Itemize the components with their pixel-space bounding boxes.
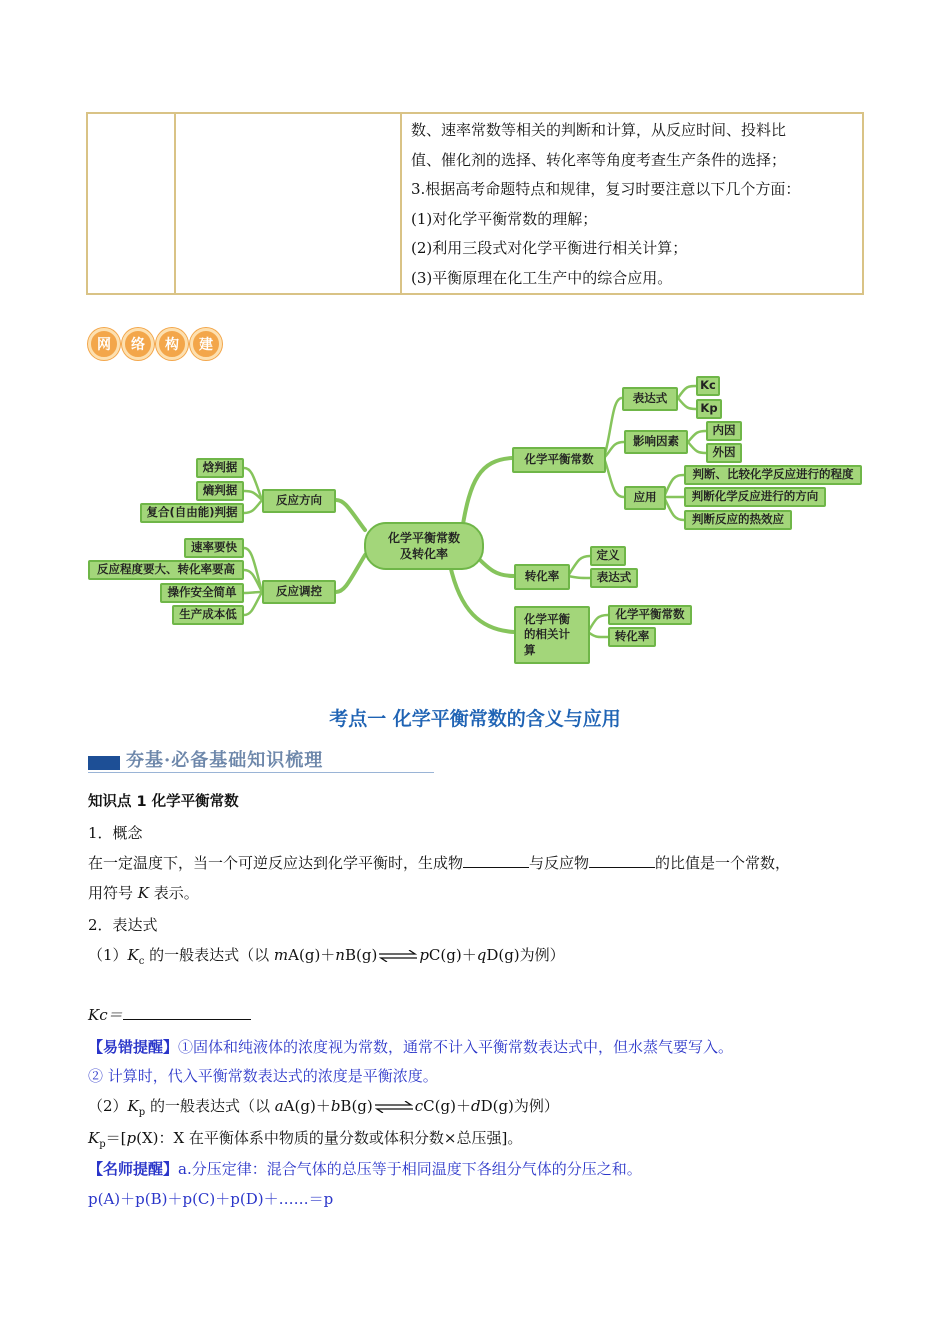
text: 的一般表达式（以 xyxy=(145,1097,275,1115)
node-factors: 影响因素 xyxy=(624,430,688,454)
node-external: 外因 xyxy=(706,443,742,463)
node-equilibrium-constant: 化学平衡常数 xyxy=(512,447,606,473)
section-heading: 考点一 化学平衡常数的含义与应用 xyxy=(329,708,621,730)
kc-label: Kc＝ xyxy=(88,1006,123,1024)
expression-title: 2．表达式 xyxy=(88,916,158,934)
banner-text: 夯基·必备基础知识梳理 xyxy=(126,750,324,771)
node-calc-constant: 化学平衡常数 xyxy=(608,605,692,625)
kp-general-line xyxy=(88,1095,559,1118)
tip-tag: 【易错提醒】 xyxy=(88,1038,179,1056)
concept-line-2 xyxy=(88,882,199,903)
badge-char: 建 xyxy=(190,328,222,360)
requirements-table xyxy=(86,112,864,295)
tip-teacher xyxy=(88,1158,642,1179)
text: A(g)＋ xyxy=(288,946,336,964)
text: D(g)为例） xyxy=(480,1097,559,1115)
coef: n xyxy=(335,946,345,964)
tip-text: ①固体和纯液体的浓度视为常数，通常不计入平衡常数表达式中，但水蒸气要写入。 xyxy=(178,1038,734,1056)
node-application: 应用 xyxy=(624,486,666,510)
subscript: p xyxy=(138,1107,146,1118)
node-expression: 表达式 xyxy=(622,387,678,411)
text: C(g)＋ xyxy=(428,946,477,964)
table-cell-1 xyxy=(88,114,176,293)
node-rate: 速率要快 xyxy=(184,538,244,558)
knowledge-point-title: 知识点 1 化学平衡常数 xyxy=(88,794,239,810)
banner-line xyxy=(88,772,434,773)
mind-map-center: 化学平衡常数 及转化率 xyxy=(364,522,484,570)
node-safety: 操作安全简单 xyxy=(160,583,244,603)
text: 的一般表达式（以 xyxy=(144,946,274,964)
node-kc: Kc xyxy=(696,376,720,396)
node-cost: 生产成本低 xyxy=(172,605,244,625)
tip-tag: 【名师提醒】 xyxy=(88,1160,179,1178)
text: 用符号 xyxy=(88,884,138,902)
node-reaction-control: 反应调控 xyxy=(262,580,336,604)
blank xyxy=(123,1018,251,1020)
table-line: (2)利用三段式对化学平衡进行相关计算； xyxy=(411,239,688,257)
text: A(g)＋ xyxy=(283,1097,331,1115)
symbol-k: K xyxy=(127,1097,139,1115)
section-banner xyxy=(88,744,434,774)
text: B(g) xyxy=(340,1097,373,1115)
node-app-direction: 判断化学反应进行的方向 xyxy=(684,487,826,507)
text: 的比值是一个常数， xyxy=(655,854,791,872)
symbol-k: K xyxy=(88,1129,100,1147)
coef: b xyxy=(330,1097,341,1115)
table-cell-2 xyxy=(176,114,402,293)
kc-equation xyxy=(88,1004,251,1025)
network-badge xyxy=(88,328,222,360)
equilibrium-arrow-icon xyxy=(377,950,419,962)
node-definition: 定义 xyxy=(590,546,626,566)
tip-common-errors xyxy=(88,1036,733,1057)
kp-definition xyxy=(88,1127,522,1150)
tip-text: a.分压定律：混合气体的总压等于相同温度下各组分气体的分压之和。 xyxy=(178,1160,642,1178)
node-entropy: 熵判据 xyxy=(196,481,244,501)
coef: d xyxy=(470,1097,481,1115)
node-free-energy: 复合(自由能)判据 xyxy=(140,503,244,523)
banner-bar xyxy=(88,756,120,770)
text: 在一定温度下，当一个可逆反应达到化学平衡时，生成物 xyxy=(88,854,464,872)
node-app-degree: 判断、比较化学反应进行的程度 xyxy=(684,465,862,485)
equilibrium-arrow-icon xyxy=(373,1101,415,1113)
badge-char: 络 xyxy=(122,328,154,360)
text: （1） xyxy=(88,946,128,964)
table-line: (1)对化学平衡常数的理解； xyxy=(411,209,598,228)
concept-title: 1．概念 xyxy=(88,824,143,842)
node-degree: 反应程度要大、转化率要高 xyxy=(88,560,244,580)
coef: c xyxy=(414,1097,424,1115)
kc-general-line xyxy=(88,944,565,967)
node-app-heat: 判断反应的热效应 xyxy=(684,510,792,530)
table-line: 值、催化剂的选择、转化率等角度考查生产条件的选择； xyxy=(411,150,787,169)
symbol-k: K xyxy=(137,884,149,902)
text: (X)：X 在平衡体系中物质的量分数或体积分数×总压强]。 xyxy=(136,1129,523,1147)
subscript: c xyxy=(138,956,145,967)
symbol-p: p xyxy=(126,1129,137,1147)
node-internal: 内因 xyxy=(706,421,742,441)
tip-common-errors-2: ② 计算时，代入平衡常数表达式的浓度是平衡浓度。 xyxy=(88,1067,438,1085)
text: （2） xyxy=(88,1097,128,1115)
text: 与反应物 xyxy=(529,854,590,872)
concept-line-1 xyxy=(88,852,790,873)
partial-pressure-equation: p(A)＋p(B)＋p(C)＋p(D)＋……＝p xyxy=(88,1190,334,1208)
badge-char: 网 xyxy=(88,328,120,360)
mind-map xyxy=(0,370,950,670)
node-enthalpy: 焓判据 xyxy=(196,458,244,478)
badge-char: 构 xyxy=(156,328,188,360)
coef: m xyxy=(273,946,289,964)
coef: p xyxy=(419,946,429,964)
symbol-k: K xyxy=(127,946,139,964)
node-conversion: 转化率 xyxy=(514,564,570,590)
table-line: (3)平衡原理在化工生产中的综合应用。 xyxy=(411,268,673,287)
table-line: 数、速率常数等相关的判断和计算，从反应时间、投料比 xyxy=(411,121,787,139)
text: ＝[ xyxy=(105,1129,127,1147)
blank xyxy=(463,866,529,868)
table-line: 3.根据高考命题特点和规律，复习时要注意以下几个方面： xyxy=(411,180,801,198)
coef: q xyxy=(476,946,487,964)
blank xyxy=(589,866,655,868)
text: B(g) xyxy=(344,946,378,964)
table-cell-3 xyxy=(402,114,862,293)
node-calculation: 化学平衡 的相关计 算 xyxy=(514,606,590,664)
node-reaction-direction: 反应方向 xyxy=(262,489,336,513)
text: 表示。 xyxy=(149,884,199,902)
text: D(g)为例） xyxy=(486,946,565,964)
node-calc-conversion: 转化率 xyxy=(608,627,656,647)
coef: a xyxy=(274,1097,284,1115)
subscript: p xyxy=(99,1139,106,1150)
node-kp: Kp xyxy=(696,399,722,419)
node-expression-2: 表达式 xyxy=(590,568,638,588)
text: C(g)＋ xyxy=(423,1097,471,1115)
